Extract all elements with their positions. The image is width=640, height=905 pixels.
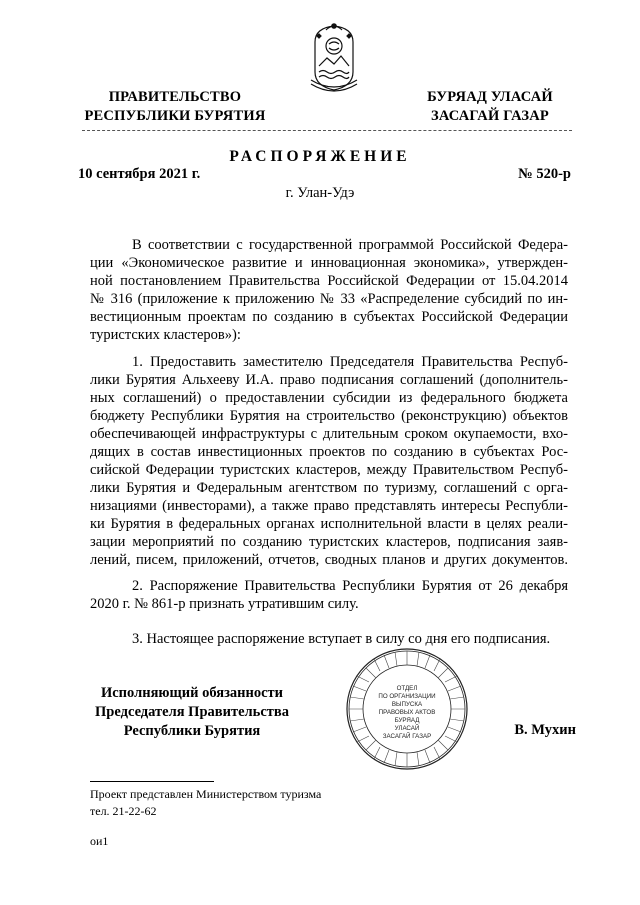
- text-line: 3. Настоящее распоряжение вступает в силу со дня его подписания.: [132, 631, 551, 647]
- signatory-title-line3: Республики Бурятия: [123, 723, 261, 739]
- text-line: туристских кластеров»):: [90, 327, 241, 343]
- text-line: вестиционным проектам по созданию в субъектах Российской Федерации: [90, 309, 568, 325]
- text-line: 2. Распоряжение Правительства Республики Бурятия от 26 декабря: [132, 578, 568, 594]
- item-2-paragraph: [90, 577, 568, 613]
- text-line: В соответствии с государственной программой Российской Федера-: [132, 237, 568, 253]
- signatory-name: В. Мухин: [514, 722, 576, 738]
- item-3-paragraph: [90, 630, 568, 648]
- official-seal-icon: [344, 646, 470, 772]
- signatory-title-line2: Председателя Правительства: [95, 704, 289, 720]
- text-line: ки Бурятия в федеральных органах исполнительной власти в целях реали-: [90, 516, 568, 532]
- document-city: г. Улан-Удэ: [285, 185, 355, 201]
- document-code: ои1: [90, 834, 109, 848]
- footer-divider: [90, 781, 214, 782]
- contact-phone: тел. 21-22-62: [90, 804, 157, 818]
- text-line: сийской Федерации туристских кластеров, между Правительством Респуб-: [90, 462, 568, 478]
- text-line: 1. Предоставить заместителю Председателя Правительства Респуб-: [132, 354, 568, 370]
- header-divider: [82, 130, 572, 131]
- item-1-paragraph: [90, 353, 568, 569]
- text-line: лики Бурятия и Федеральным агентством по туризму, соглашений с орга-: [90, 480, 568, 496]
- coat-of-arms-icon: [307, 20, 361, 94]
- text-line: зации мероприятий по созданию туристских кластеров, подписания заяв-: [90, 534, 568, 550]
- text-line: 2020 г. № 861-р признать утратившим силу.: [90, 596, 359, 612]
- stamp-text-line: ВЫПУСКА: [391, 701, 423, 708]
- text-line: низациями (инвесторами), а также право представлять интересы Республи-: [90, 498, 568, 514]
- government-name-ru: [60, 88, 290, 126]
- text-line: ных соглашений) о предоставлении субсидии из федерального бюджета: [90, 390, 568, 406]
- text-line: лений, писем, приложений, отчетов, сводных планов и других документов.: [90, 552, 568, 568]
- stamp-text-line: ОТДЕЛ: [396, 685, 418, 692]
- text-line: обеспечивающей инфраструктуры с длительным сроком окупаемости, вхо-: [90, 426, 568, 442]
- text-line: ной постановлением Правительства Российской Федерации от 15.04.2014: [90, 273, 568, 289]
- prepared-by-note: Проект представлен Министерством туризма: [90, 787, 322, 801]
- text-line: лики Бурятия Альхееву И.А. право подписания соглашений (дополнитель-: [90, 372, 568, 388]
- stamp-text-line: БУРЯАД: [394, 717, 420, 724]
- header-left-line2: РЕСПУБЛИКИ БУРЯТИЯ: [84, 108, 266, 124]
- text-line: № 316 (приложение к приложению № 33 «Распределение субсидий по ин-: [90, 291, 568, 307]
- stamp-text-line: ПО ОРГАНИЗАЦИИ: [378, 693, 436, 700]
- text-line: дящих в состав инвестиционных проектов по созданию в субъектах Рос-: [90, 444, 568, 460]
- text-line: бюджету Республики Бурятия на строительство (реконструкцию) объектов: [90, 408, 568, 424]
- document-number: № 520-р: [518, 166, 571, 182]
- text-line: ции «Экономическое развитие и инновационная экономика», утвержден-: [90, 255, 568, 271]
- stamp-text-line: ЗАСАГАЙ ГАЗАР: [382, 733, 432, 740]
- header-left-line1: ПРАВИТЕЛЬСТВО: [108, 89, 242, 105]
- signatory-title-line1: Исполняющий обязанности: [100, 685, 284, 701]
- header-right-line2: ЗАСАГАЙ ГАЗАР: [431, 108, 549, 124]
- document-date: 10 сентября 2021 г.: [78, 166, 201, 182]
- stamp-text-line: УЛАСАЙ: [394, 725, 420, 732]
- preamble-paragraph: [90, 236, 568, 344]
- signatory-title: [82, 684, 302, 741]
- government-name-bua: [385, 88, 595, 126]
- document-type: РАСПОРЯЖЕНИЕ: [229, 148, 411, 165]
- header-right-line1: БУРЯАД УЛАСАЙ: [427, 89, 553, 105]
- stamp-text-line: ПРАВОВЫХ АКТОВ: [378, 709, 436, 716]
